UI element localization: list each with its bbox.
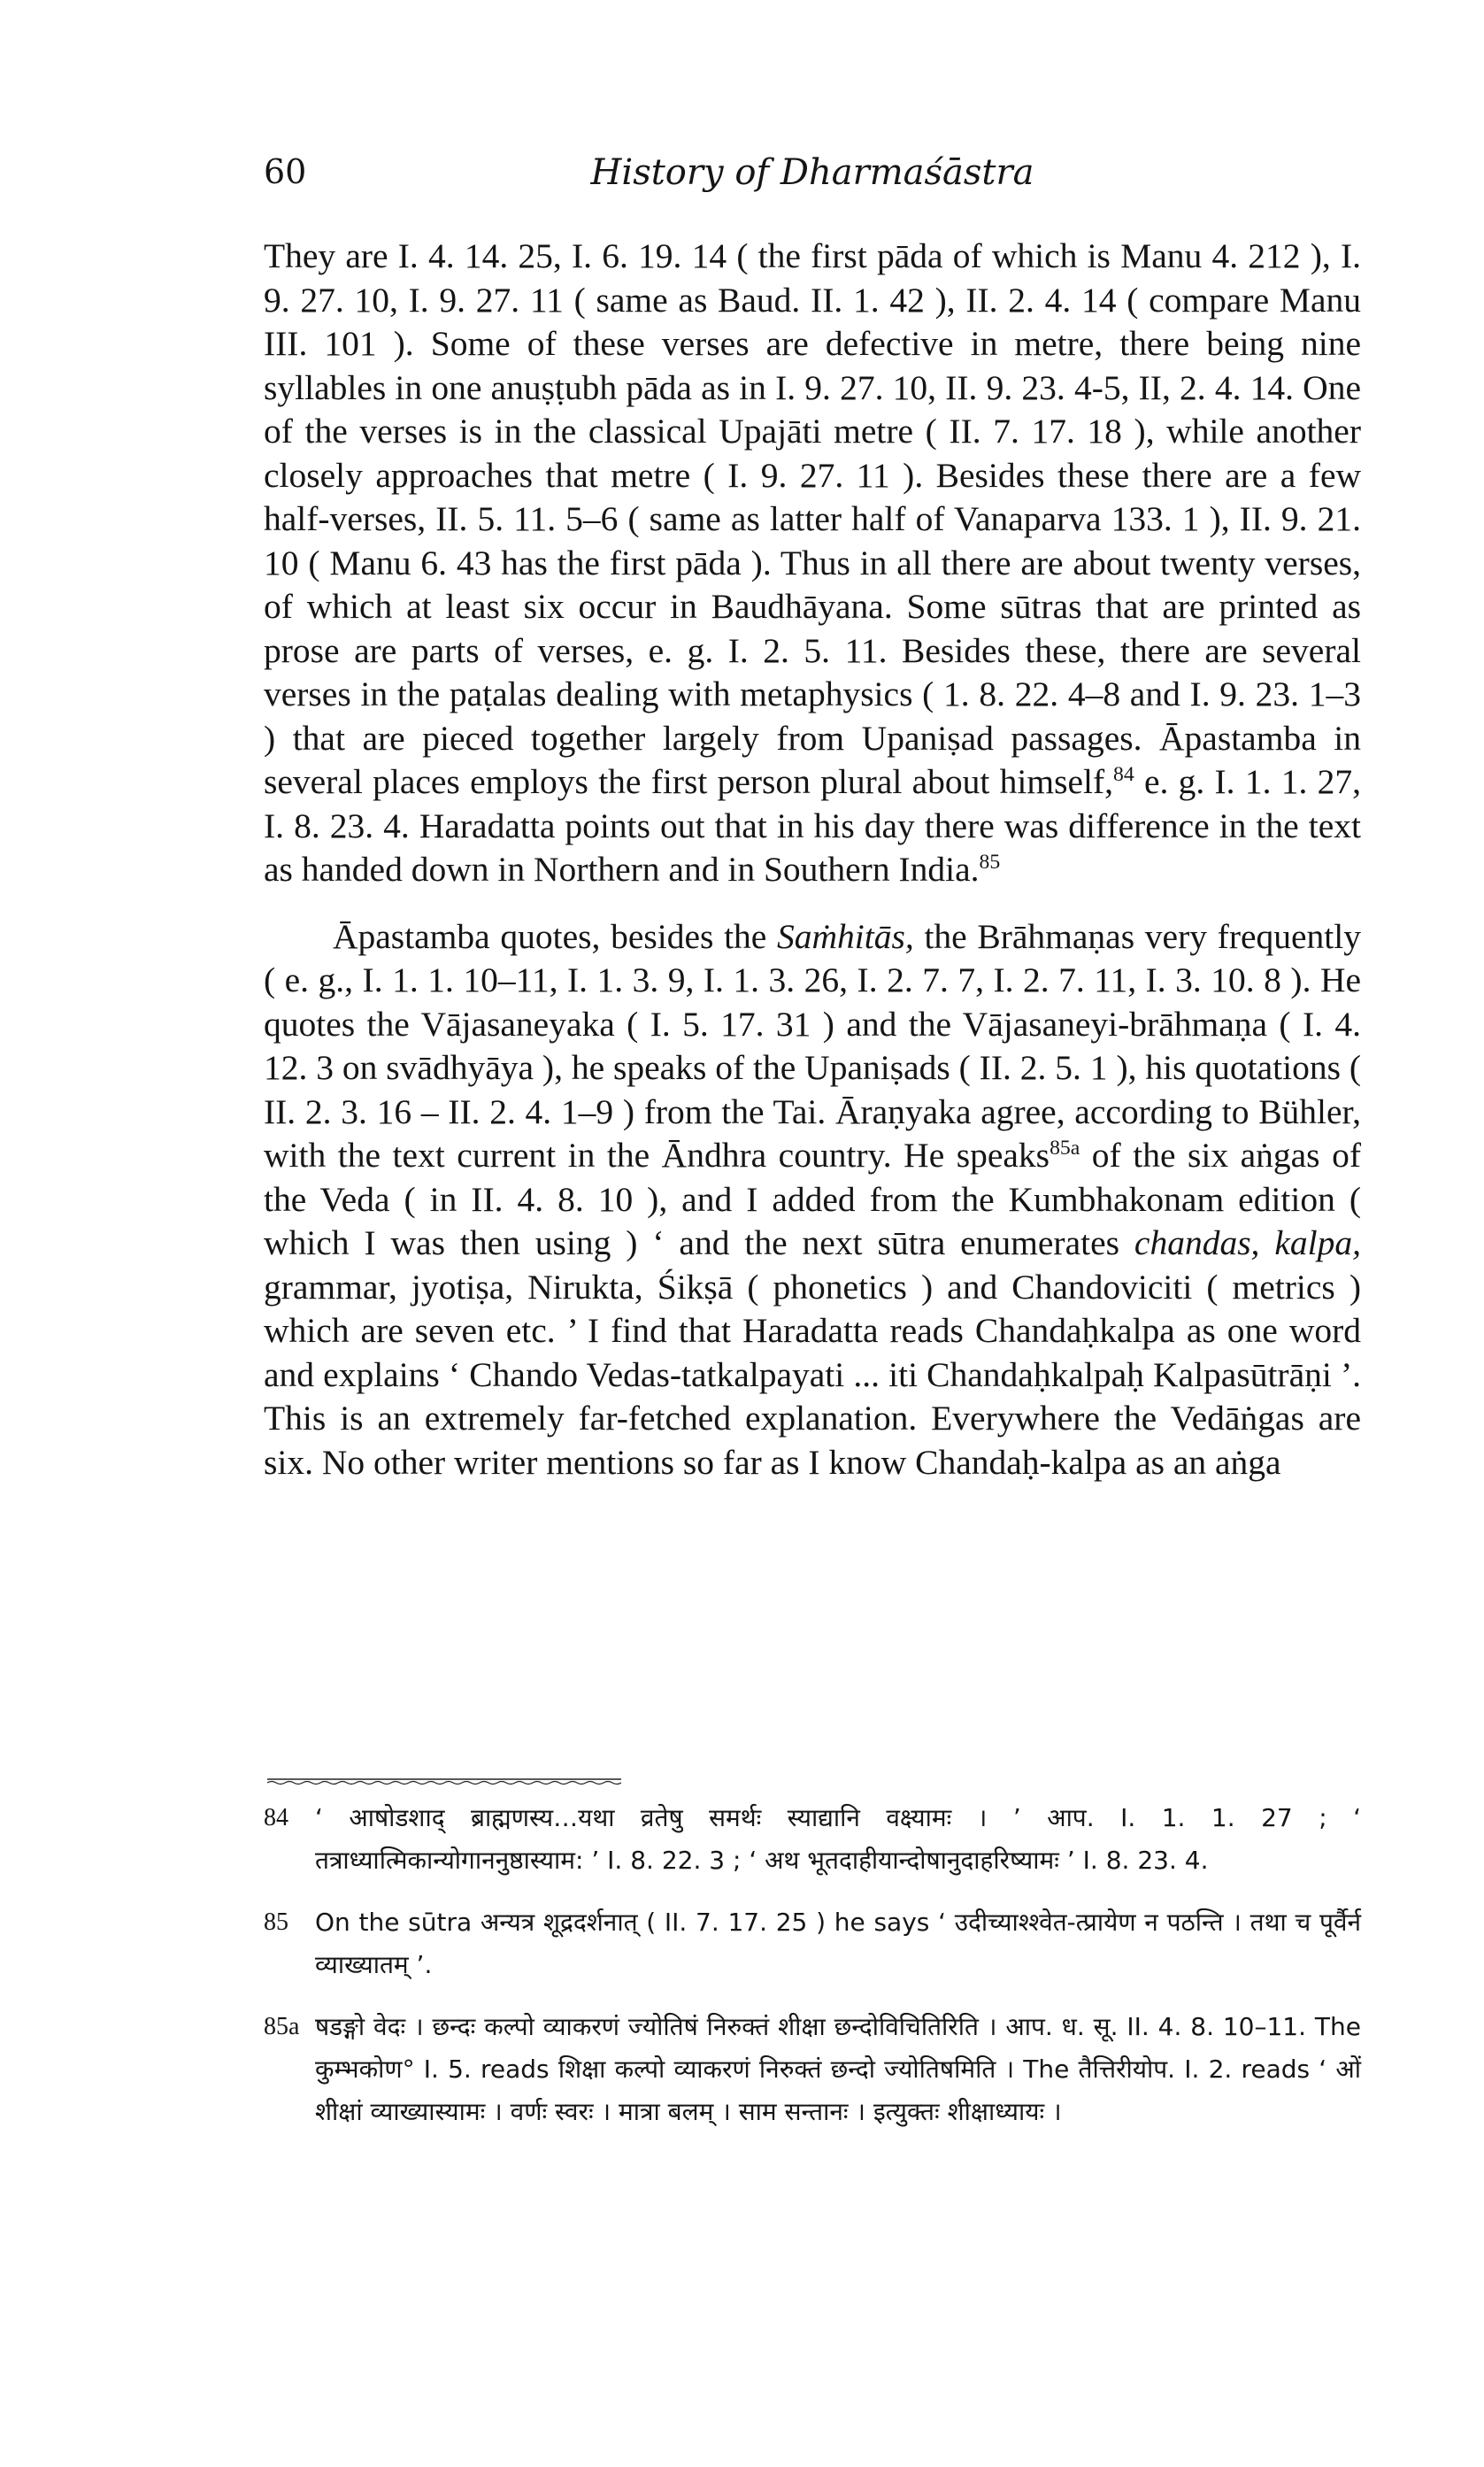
footnote-marker-85: 85: [979, 850, 1001, 874]
footnote-id: 85: [264, 1908, 288, 1936]
footnote-text: On the sūtra अन्यत्र शूद्रदर्शनात् ( II. 7. 17. 25 ) he says ‘ उदीच्याश्श्वेत-त्प्रायेण न पठन्ति । तथा च पूर्वैर्न व्याख्यातम् ’.: [315, 1908, 1361, 1979]
samhitas-term: Saṁhitās,: [777, 916, 914, 956]
running-title: History of Dharmaśāstra: [590, 152, 1034, 193]
footnote-text: षडङ्गो वेदः । छन्दः कल्पो व्याकरणं ज्योतिषं निरुक्तं शीक्षा छन्दोविचितिरिति । आप. ध. सू. II. 4. 8. 10–11. The कुम्भकोण° I. 5. reads शिक्षा कल्पो व्याकरणं निरुक्तं छन्दो ज्योतिषमिति । The तैत्तिरीयोप. I. 2. reads ‘ ओं शीक्षां व्याख्यास्यामः । वर्णः स्वरः । मात्रा बलम् । साम सन्तानः । इत्युक्तः शीक्षाध्यायः ।: [315, 2012, 1361, 2126]
footnote-text: ‘ आषोडशाद् ब्राह्मणस्य…यथा व्रतेषु समर्थः स्याद्यानि वक्ष्यामः । ’ आप. I. 1. 1. 27 ; ‘ तत्राध्यात्मिकान्योगाननुष्ठास्याम: ’ I. 8. 22. 3 ; ‘ अथ भूतदाहीयान्दोषानुदाहरिष्यामः ’ I. 8. 23. 4.: [315, 1803, 1361, 1875]
paragraph-2-text-b: the Brāhmaṇas very frequently ( e. g., I. 1. 1. 10–11, I. 1. 3. 9, I. 1. 3. 26, I. 2. 7. 7, I. 2. 7. 11, I. 3. 10. 8 ). He quotes the Vājasaneyaka ( I. 5. 17. 31 ) and the Vājasaneyi-brāhmaṇa ( I. 4. 12. 3 on svādhyāya ), he speaks of the Upaniṣads ( II. 2. 5. 1 ), his quotations ( II. 2. 3. 16 – II. 2. 4. 1–9 ) from the Tai. Āraṇyaka agree, according to Bühler, with the text current in the Āndhra country. He speaks: [264, 916, 1361, 1175]
footnote-85: [264, 1901, 1361, 1986]
paragraph-1: [264, 235, 1361, 892]
footnotes: [264, 1797, 1361, 2153]
footnote-84: [264, 1797, 1361, 1882]
footnote-85a: [264, 2006, 1361, 2133]
footnote-id: 85a: [264, 2013, 300, 2040]
paragraph-2-text-d: grammar, jyotiṣa, Nirukta, Śikṣā ( phonetics ) and Chandoviciti ( metrics ) which are seven etc. ’ I find that Haradatta reads Chandaḥkalpa as one word and explains ‘ Chando Vedas-tatkalpayati ... iti Chandaḥkalpaḥ Kalpasūtrāṇi ’. This is an extremely far-fetched explanation. Everywhere the Vedāṅgas are six. No other writer mentions so far as I know Chandaḥ-kalpa as an aṅga: [264, 1267, 1361, 1482]
footnote-marker-85a: 85a: [1050, 1136, 1080, 1160]
page-number: 60: [264, 152, 307, 191]
chandas-kalpa-terms: chandas, kalpa,: [1134, 1223, 1361, 1262]
paragraph-1-text-b: e. g. I. 1. 1. 27, I. 8. 23. 4. Haradatta points out that in his day there was difference in the text as handed down in Northern and in Southern India.: [264, 762, 1361, 889]
page-header: [264, 152, 1361, 205]
footnote-separator: [267, 1777, 621, 1785]
footnote-id: 84: [264, 1804, 288, 1831]
paragraph-2-text-a: Āpastamba quotes, besides the: [333, 916, 778, 956]
footnote-marker-84: 84: [1113, 762, 1134, 786]
paragraph-1-text-a: They are I. 4. 14. 25, I. 6. 19. 14 ( the first pāda of which is Manu 4. 212 ), I. 9. 27. 10, I. 9. 27. 11 ( same as Baud. II. 1. 42 ), II. 2. 4. 14 ( compare Manu III. 101 ). Some of these verses are defective in metre, there being nine syllables in one anuṣṭubh pāda as in I. 9. 27. 10, II. 9. 23. 4-5, II, 2. 4. 14. One of the verses is in the classical Upajāti metre ( II. 7. 17. 18 ), while another closely approaches that metre ( I. 9. 27. 11 ). Besides these there are a few half-verses, II. 5. 11. 5–6 ( same as latter half of Vanaparva 133. 1 ), II. 9. 21. 10 ( Manu 6. 43 has the first pāda ). Thus in all there are about twenty verses, of which at least six occur in Baudhāyana. Some sūtras that are printed as prose are parts of verses, e. g. I. 2. 5. 11. Besides these, there are several verses in the paṭalas dealing with metaphysics ( 1. 8. 22. 4–8 and I. 9. 23. 1–3 ) that are pieced together largely from Upaniṣad passages. Āpastamba in several places employs the first person plural about himself,: [264, 236, 1361, 801]
main-text: [264, 235, 1361, 1484]
paragraph-2: [264, 915, 1361, 1485]
paragraph-2-text-c: of the six aṅgas of the Veda ( in II. 4. 8. 10 ), and I added from the Kumbhakonam edition ( which I was then using ) ‘ and the next sūtra enumerates: [264, 1136, 1361, 1262]
